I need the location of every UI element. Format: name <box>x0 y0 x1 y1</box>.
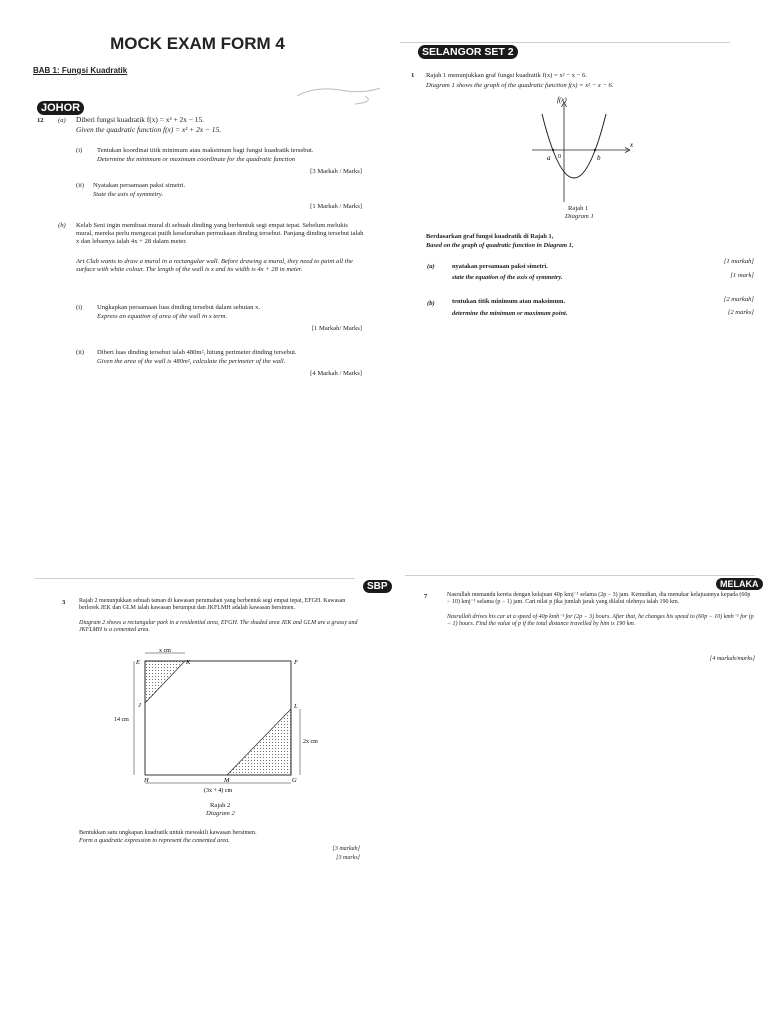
caption-english: Diagram 1 <box>565 213 594 220</box>
root-b-point <box>594 149 596 151</box>
part-a-english: state the equation of the axis of symmetry. <box>452 274 563 281</box>
shaded-region-jek <box>145 661 185 703</box>
part-ai-malay: Tentukan koordinat titik minimum atau maksimum bagi fungsi kuadratik tersebut. <box>97 147 314 154</box>
part-a-marks-english: [1 mark] <box>730 272 754 279</box>
marks-english: [3 marks] <box>336 855 360 861</box>
part-b-english: Art Club wants to draw a mural in a rectangular wall. Before drawing a mural, they need to paint all the surface with white colour. The length of the wall is x and its width is 4x + 28 in meter. <box>76 258 353 273</box>
b-label: b <box>597 154 601 162</box>
divider <box>35 578 355 579</box>
label-e: E <box>136 659 140 666</box>
part-aii-tag: (ii) <box>76 182 85 189</box>
quadratic-graph <box>528 94 638 206</box>
based-english: Based on the graph of quadratic function in Diagram 1, <box>426 242 574 249</box>
park-diagram <box>100 645 340 795</box>
label-k: K <box>186 659 191 666</box>
part-bi-marks: [1 Markah/ Marks] <box>311 325 362 332</box>
label-f: F <box>294 659 298 666</box>
label-j: J <box>138 702 141 709</box>
part-a-english: Given the quadratic function f(x) = x² + 2x − 15. <box>76 125 222 134</box>
x-label: x <box>630 141 634 149</box>
text-malay: Rajah 2 menunjukkan sebuah taman di kawasan perumahan yang berbentuk segi empat tepat, EFGH. Kawasan berlorek JEK dan GLM ialah kawasan berumput dan JKFLMH adalah kawasan bersimen. <box>79 598 346 612</box>
part-bii-malay: Diberi luas dinding tersebut ialah 480m², hitung perimeter dinding tersebut. <box>97 349 297 356</box>
dim-right-label: 2x cm <box>303 739 318 745</box>
part-a-malay: Diberi fungsi kuadratik f(x) = x² + 2x − 15. <box>76 115 205 124</box>
task-english: Form a quadratic expression to represent the cemented area. <box>79 837 230 844</box>
part-a-marks-malay: [1 markah] <box>723 258 754 265</box>
part-a-malay: nyatakan persamaan paksi simetri. <box>452 263 548 270</box>
label-h: H <box>144 777 149 784</box>
part-b-english: determine the minimum or maximum point. <box>452 310 568 317</box>
divider <box>400 42 730 43</box>
root-a-point <box>552 149 554 151</box>
label-l: L <box>294 703 298 710</box>
caption-malay: Rajah 1 <box>568 205 589 212</box>
part-b-marks-malay: [2 markah] <box>723 296 754 303</box>
sbp-badge: SBP <box>363 580 392 593</box>
selangor-badge: SELANGOR SET 2 <box>418 45 518 59</box>
johor-badge: JOHOR <box>37 101 84 115</box>
part-bii-english: Given the area of the wall is 480m², calculate the perimeter of the wall. <box>97 358 286 365</box>
question-number: 7 <box>424 593 428 600</box>
marks-malay: [3 markah] <box>332 846 360 852</box>
part-a-tag: (a) <box>58 117 66 124</box>
based-malay: Berdasarkan graf fungsi kuadratik di Rajah 1, <box>426 233 554 240</box>
chapter-heading: BAB 1: Fungsi Kuadratik <box>33 66 128 75</box>
part-b-tag: (b) <box>58 222 66 229</box>
part-b-malay: Kelab Seni ingin membuat mural di sebuah dinding yang berbentuk segi empat tepat. Sebelum melukis mural, mereka perlu mengecat putih keseluruhan permukaan dinding tersebut. Panjang dinding tersebut ialah x dan lebarnya ialah 4x + 28 dalam meter. <box>76 222 364 245</box>
part-aii-english: State the axis of symmetry. <box>93 191 164 198</box>
part-ai-marks: [3 Markah / Marks] <box>310 168 362 175</box>
question-number: 1 <box>411 72 415 79</box>
caption-malay: Rajah 2 <box>210 802 231 809</box>
origin-label: 0 <box>558 154 561 160</box>
intro-english: Diagram 1 shows the graph of the quadratic function f(x) = x² − x − 6. <box>426 82 614 89</box>
part-aii-marks: [1 Markah / Marks] <box>310 203 362 210</box>
dim-bottom-label: (3x + 4) cm <box>204 788 233 794</box>
part-bi-english: Express an equation of area of the wall in x term. <box>97 313 228 320</box>
parabola-curve <box>542 114 606 178</box>
label-m: M <box>224 777 230 784</box>
marks: [4 markah/marks] <box>709 655 755 662</box>
task-malay: Bentukkan satu ungkapan kuadratik untuk mewakili kawasan bersimen. <box>79 829 257 836</box>
part-a-tag: (a) <box>427 263 435 270</box>
scribble-mark <box>295 82 385 106</box>
part-bii-marks: [4 Markah / Marks] <box>310 370 362 377</box>
part-b-tag: (b) <box>427 300 435 307</box>
melaka-badge: MELAKA <box>716 578 763 590</box>
part-aii-malay: Nyatakan persamaan paksi simetri. <box>93 182 186 189</box>
dim-top-label: x cm <box>159 648 171 654</box>
fx-label: f(x) <box>557 96 567 104</box>
text-malay: Nasrullah memandu kereta dengan kelajuan 40p kmj⁻¹ selama (2p − 3) jam. Kemudian, dia menukar kelajuannya kepada (60p − 10) kmj⁻¹ selama (p − 1) jam. Cari nilai p jika jumlah jarak yang dilalui olehnya ialah 190 km. <box>447 592 751 606</box>
part-b-malay: tentukan titik minimum atau maksimum. <box>452 298 566 305</box>
part-bi-tag: (i) <box>76 304 83 311</box>
part-ai-english: Determine the minimum or maximum coordinate for the quadratic function <box>97 156 296 163</box>
question-number: 12 <box>37 117 44 124</box>
shaded-region-glm <box>227 709 291 775</box>
part-bi-malay: Ungkapkan persamaan luas dinding tersebut dalam sebutan x. <box>97 304 260 311</box>
part-bii-tag: (ii) <box>76 349 85 356</box>
part-ai-tag: (i) <box>76 147 83 154</box>
page-title: MOCK EXAM FORM 4 <box>110 34 285 53</box>
dim-left-label: 14 cm <box>114 717 129 723</box>
text-english: Nasrullah drives his car at a speed of 40p kmh⁻¹ for (2p − 3) hours. After that, he changes his speed to (60p − 10) kmh⁻¹ for (p − 1) hours. Find the value of p if the total distance travelled by him is 190 km. <box>447 614 754 628</box>
text-english: Diagram 2 shows a rectangular park in a residential area, EFGH. The shaded area JEK and GLM are a grassy and JKFLMH is a cemented area. <box>79 620 358 634</box>
question-number: 3 <box>62 599 66 606</box>
part-b-marks-english: [2 marks] <box>727 309 754 316</box>
a-label: a <box>547 154 551 162</box>
caption-english: Diagram 2 <box>206 810 235 817</box>
intro-malay: Rajah 1 menunjukkan graf fungsi kuadratik f(x) = x² − x − 6. <box>426 72 587 79</box>
divider <box>405 575 755 576</box>
label-g: G <box>292 777 297 784</box>
